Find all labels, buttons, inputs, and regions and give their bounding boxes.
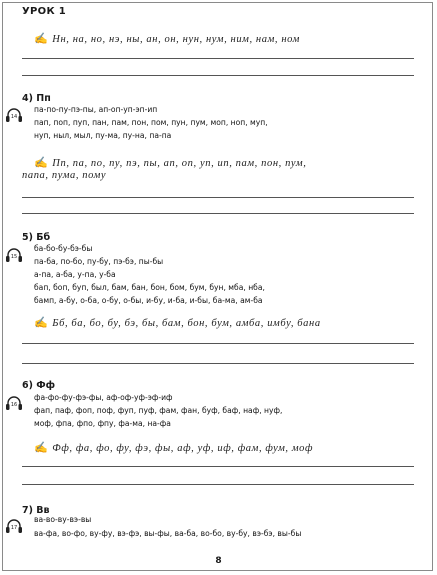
headphones-icon[interactable]	[5, 395, 23, 411]
cursive-line: папа, пума, пому	[22, 170, 107, 181]
audio-track-number: 14	[10, 114, 18, 120]
pencil-icon: ✍	[34, 33, 49, 45]
lesson-title: УРОК 1	[22, 6, 66, 17]
pencil-icon: ✍	[34, 157, 49, 169]
syllable-line: а-па, а-ба, у-па, у-ба	[34, 270, 116, 279]
intro-cursive-line	[34, 32, 300, 45]
section-title-v: 7) Вв	[22, 505, 50, 516]
section-title-b: 5) Бб	[22, 232, 51, 243]
syllable-line: моф, фпа, фпо, фпу, фа-ма, на-фа	[34, 419, 171, 428]
audio-track-number: 16	[10, 402, 18, 408]
syllable-line: фа-фо-фу-фэ-фы, аф-оф-уф-эф-иф	[34, 393, 173, 402]
audio-track-number: 15	[10, 254, 18, 260]
writing-line[interactable]	[22, 75, 414, 76]
headphones-icon[interactable]	[5, 247, 23, 263]
syllable-line: ва-во-ву-вэ-вы	[34, 515, 92, 524]
cursive-text: Пп, па, по, пу, пэ, пы, ап, оп, уп, ип, пам, пон, пум,	[52, 158, 307, 169]
cursive-line	[34, 156, 306, 169]
intro-cursive-text: Нн, на, но, нэ, ны, ан, он, нун, нум, ним, нам, ном	[52, 34, 300, 45]
writing-line[interactable]	[22, 484, 414, 485]
writing-line[interactable]	[22, 58, 414, 59]
syllable-line: па-ба, по-бо, пу-бу, пэ-бэ, пы-бы	[34, 257, 164, 266]
writing-line[interactable]	[22, 213, 414, 214]
cursive-text: Фф, фа, фо, фу, фэ, фы, аф, уф, иф, фам, фум, моф	[52, 443, 314, 454]
syllable-line: нуп, ныл, мыл, пу-ма, пу-на, па-па	[34, 131, 172, 140]
page-number: 8	[215, 556, 222, 566]
syllable-line: па-по-пу-пэ-пы, ап-оп-уп-эп-ип	[34, 105, 158, 114]
syllable-line: фап, паф, фоп, поф, фуп, пуф, фам, фан, буф, баф, наф, нуф,	[34, 406, 283, 415]
headphones-icon[interactable]	[5, 107, 23, 123]
cursive-text: Бб, ба, бо, бу, бэ, бы, бам, бон, бум, амба, имбу, бана	[52, 318, 321, 329]
headphones-icon[interactable]	[5, 518, 23, 534]
section-title-f: 6) Фф	[22, 380, 56, 391]
audio-track-number: 17	[10, 525, 18, 531]
cursive-line	[34, 441, 313, 454]
writing-line[interactable]	[22, 197, 414, 198]
syllable-line: бап, боп, буп, был, бам, бан, бон, бом, бум, бун, мба, нба,	[34, 283, 265, 292]
writing-line[interactable]	[22, 363, 414, 364]
section-title-p: 4) Пп	[22, 93, 51, 104]
writing-line[interactable]	[22, 466, 414, 467]
syllable-line: ба-бо-бу-бэ-бы	[34, 244, 93, 253]
cursive-line	[34, 316, 321, 329]
syllable-line: ва-фа, во-фо, ву-фу, вэ-фэ, вы-фы, ва-ба, во-бо, ву-бу, вэ-бэ, вы-бы	[34, 529, 302, 538]
pencil-icon: ✍	[34, 442, 49, 454]
writing-line[interactable]	[22, 343, 414, 344]
pencil-icon: ✍	[34, 317, 49, 329]
syllable-line: бамп, а-бу, о-ба, о-бу, о-бы, и-бу, и-ба, и-бы, ба-ма, ам-ба	[34, 296, 263, 305]
syllable-line: пап, поп, пуп, пан, пам, пон, пом, пун, пум, моп, ноп, муп,	[34, 118, 268, 127]
